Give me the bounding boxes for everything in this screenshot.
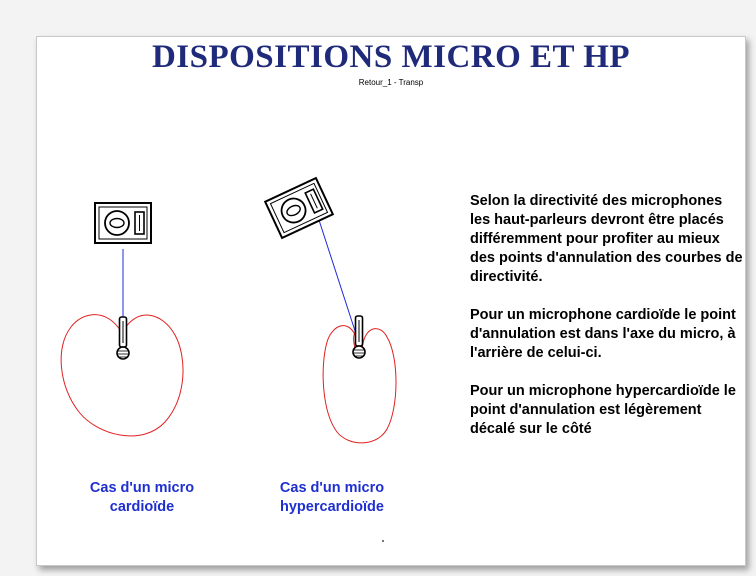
paragraph-hypercardioid: Pour un microphone hypercardioïde le point d'annulation est légèrement décalé sur le côté xyxy=(470,383,736,437)
stray-dot xyxy=(382,540,384,542)
caption-line: Cas d'un micro xyxy=(279,480,385,496)
page-subtitle: Retour_1 - Transp xyxy=(358,78,424,87)
hypercardioid-diagram xyxy=(265,178,396,443)
slide xyxy=(36,36,746,566)
speaker-icon xyxy=(95,203,151,243)
microphone-icon xyxy=(117,317,129,359)
explanation-text xyxy=(470,192,745,458)
caption-hypercardioid xyxy=(257,479,407,517)
speaker-icon xyxy=(265,178,333,238)
caption-cardioid xyxy=(82,479,202,517)
page-title: DISPOSITIONS MICRO ET HP xyxy=(151,39,631,75)
caption-line: Cas d'un micro xyxy=(89,480,195,496)
caption-line: hypercardioïde xyxy=(280,499,384,515)
paragraph-cardioid: Pour un microphone cardioïde le point d'annulation est dans l'axe du micro, à l'arrière de celui-ci. xyxy=(470,307,736,361)
cardioid-diagram xyxy=(61,203,183,436)
paragraph-intro: Selon la directivité des microphones les haut-parleurs devront être placés différemment pour profiter au mieux des points d'annulation des courbes de directivité. xyxy=(470,193,743,285)
sound-path-line xyxy=(318,217,357,337)
microphone-icon xyxy=(353,316,365,358)
caption-line: cardioïde xyxy=(109,499,175,515)
